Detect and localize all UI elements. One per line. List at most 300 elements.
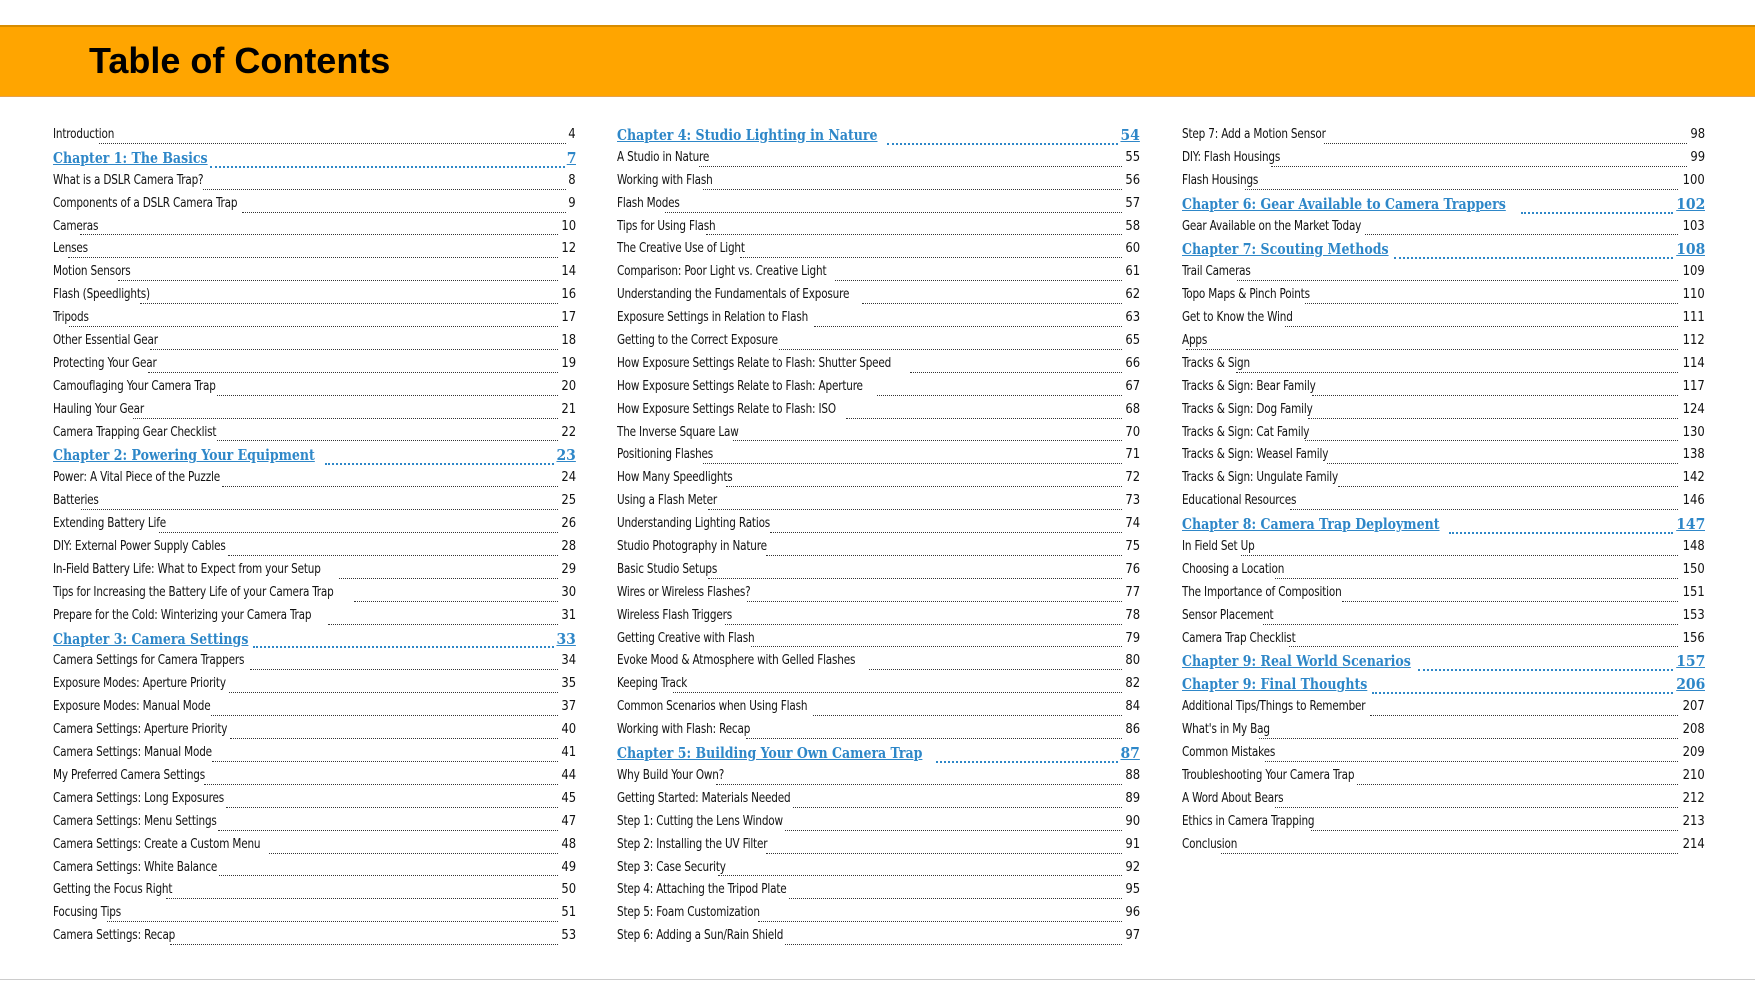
toc-entry[interactable] (53, 836, 576, 859)
toc-entry[interactable] (53, 172, 576, 195)
page-title: Table of Contents (89, 40, 391, 81)
toc-page-number: 34 (561, 652, 576, 669)
toc-page-number: 88 (1125, 766, 1140, 783)
toc-entry[interactable] (53, 767, 576, 790)
toc-page-number: 78 (1125, 606, 1140, 623)
toc-page-number: 60 (1125, 240, 1140, 257)
toc-entry[interactable] (53, 240, 576, 263)
toc-entry-title: Ethics in Camera Trapping (1182, 812, 1315, 829)
toc-dot-leader (140, 302, 557, 304)
toc-entry[interactable] (1182, 172, 1705, 195)
toc-dot-leader (1289, 645, 1679, 647)
toc-page-number: 96 (1125, 904, 1140, 921)
toc-chapter-link[interactable] (1182, 240, 1705, 263)
toc-dot-leader (269, 852, 558, 854)
toc-page-number: 47 (561, 812, 576, 829)
toc-entry[interactable] (1182, 332, 1705, 355)
toc-page-number: 91 (1125, 835, 1140, 852)
toc-entry-title: Why Build Your Own? (617, 766, 725, 783)
toc-entry[interactable] (53, 721, 576, 744)
toc-chapter-link[interactable] (617, 744, 1140, 767)
toc-entry[interactable] (53, 492, 576, 515)
toc-entry-title: Flash (Speedlights) (53, 286, 150, 303)
toc-entry-title: Chapter 9: Final Thoughts (1182, 675, 1368, 694)
toc-entry[interactable] (617, 561, 1140, 584)
toc-dot-leader (80, 233, 558, 235)
toc-dot-leader (725, 623, 1121, 625)
toc-page-number: 90 (1125, 812, 1140, 829)
toc-dot-leader (910, 371, 1121, 373)
toc-page-number: 209 (1682, 744, 1705, 761)
toc-entry[interactable] (1182, 469, 1705, 492)
toc-entry[interactable] (1182, 607, 1705, 630)
toc-entry[interactable] (53, 790, 576, 813)
toc-entry[interactable] (617, 767, 1140, 790)
toc-dot-leader (1370, 714, 1678, 716)
toc-entry[interactable] (1182, 126, 1705, 149)
toc-page-number: 49 (561, 858, 576, 875)
toc-entry-title: Using a Flash Meter (617, 492, 717, 509)
bottom-divider (0, 979, 1755, 980)
toc-entry-title: How Exposure Settings Relate to Flash: Aperture (617, 377, 863, 394)
toc-entry[interactable] (53, 309, 576, 332)
toc-page-number: 7 (566, 148, 576, 167)
toc-entry-title: Components of a DSLR Camera Trap (53, 194, 238, 211)
toc-entry-title: Getting Creative with Flash (617, 629, 755, 646)
toc-dot-leader (1365, 233, 1678, 235)
toc-dot-leader (1327, 462, 1679, 464)
toc-dot-leader (1186, 348, 1678, 350)
toc-entry[interactable] (617, 721, 1140, 744)
toc-dot-leader (726, 485, 1122, 487)
toc-chapter-link[interactable] (53, 446, 576, 469)
toc-page-number: 148 (1682, 538, 1705, 555)
toc-dot-leader (665, 211, 1122, 213)
toc-dot-leader (1275, 577, 1678, 579)
toc-page-number: 67 (1125, 377, 1140, 394)
toc-entry[interactable] (53, 469, 576, 492)
toc-page-number: 146 (1682, 492, 1705, 509)
toc-entry-title: Camera Settings: Aperture Priority (53, 721, 228, 738)
toc-page-number: 68 (1125, 400, 1140, 417)
toc-entry-title: Camouflaging Your Camera Trap (53, 377, 216, 394)
toc-entry-title: Exposure Settings in Relation to Flash (617, 309, 809, 326)
toc-dot-leader (1308, 417, 1678, 419)
toc-entry[interactable] (617, 286, 1140, 309)
toc-entry-title: The Importance of Composition (1182, 583, 1342, 600)
toc-entry-title: Basic Studio Setups (617, 560, 718, 577)
toc-entry[interactable] (53, 218, 576, 241)
toc-entry[interactable] (1182, 790, 1705, 813)
toc-dot-leader (250, 668, 558, 670)
toc-entry[interactable] (617, 859, 1140, 882)
toc-chapter-link[interactable] (53, 630, 576, 653)
toc-page-number: 147 (1675, 515, 1705, 534)
toc-entry[interactable] (53, 401, 576, 424)
toc-dot-leader (813, 714, 1122, 716)
toc-entry-title: Step 1: Cutting the Lens Window (617, 812, 783, 829)
toc-page-number: 206 (1675, 675, 1705, 694)
toc-entry[interactable] (1182, 263, 1705, 286)
toc-page-number: 102 (1675, 194, 1705, 213)
toc-entry-title: Camera Settings: White Balance (53, 858, 218, 875)
toc-entry[interactable] (53, 904, 576, 927)
toc-dot-leader (217, 439, 557, 441)
toc-chapter-link[interactable] (53, 149, 576, 172)
toc-dot-leader (733, 439, 1122, 441)
toc-page-number: 33 (556, 629, 576, 648)
toc-dot-leader (1285, 325, 1678, 327)
toc-dot-leader (862, 302, 1122, 304)
toc-entry[interactable] (1182, 630, 1705, 653)
toc-chapter-link[interactable] (1182, 515, 1705, 538)
toc-dot-leader (1394, 256, 1672, 259)
toc-entry-title: Evoke Mood & Atmosphere with Gelled Flashes (617, 652, 856, 669)
toc-dot-leader (1357, 783, 1678, 785)
toc-entry-title: Camera Trapping Gear Checklist (53, 423, 217, 440)
toc-entry[interactable] (617, 401, 1140, 424)
toc-page-number: 214 (1682, 835, 1705, 852)
toc-page-number: 19 (561, 354, 576, 371)
toc-entry[interactable] (1182, 286, 1705, 309)
toc-dot-leader (708, 508, 1122, 510)
toc-chapter-link[interactable] (1182, 652, 1705, 675)
toc-dot-leader (793, 806, 1121, 808)
toc-entry[interactable] (53, 263, 576, 286)
toc-entry-title: Trail Cameras (1182, 263, 1251, 280)
toc-page-number: 71 (1125, 446, 1140, 463)
toc-entry[interactable] (617, 515, 1140, 538)
toc-entry[interactable] (617, 927, 1140, 950)
toc-entry-title: Step 2: Installing the UV Filter (617, 835, 768, 852)
toc-dot-leader (1372, 691, 1673, 694)
toc-page-number: 28 (561, 538, 576, 555)
toc-entry[interactable] (617, 813, 1140, 836)
toc-dot-leader (328, 623, 558, 625)
toc-dot-leader (242, 211, 566, 213)
toc-page-number: 130 (1682, 423, 1705, 440)
toc-entry[interactable] (1182, 446, 1705, 469)
toc-dot-leader (785, 829, 1122, 831)
toc-entry-title: Tips for Increasing the Battery Life of your Camera Trap (53, 583, 334, 600)
toc-entry-title: DIY: Flash Housings (1182, 148, 1281, 165)
toc-entry-title: Common Mistakes (1182, 744, 1276, 761)
toc-entry[interactable] (1182, 218, 1705, 241)
toc-entry-title: Introduction (53, 126, 115, 142)
toc-page-number: 77 (1125, 583, 1140, 600)
toc-entry[interactable] (1182, 492, 1705, 515)
toc-dot-leader (789, 897, 1122, 899)
toc-dot-leader (1305, 439, 1679, 441)
toc-entry[interactable] (53, 424, 576, 447)
toc-dot-leader (1342, 600, 1678, 602)
toc-entry-title: Camera Settings for Camera Trappers (53, 652, 245, 669)
toc-dot-leader (81, 508, 558, 510)
toc-entry-title: Chapter 7: Scouting Methods (1182, 240, 1389, 259)
toc-entry[interactable] (53, 515, 576, 538)
toc-entry[interactable] (1182, 744, 1705, 767)
toc-entry-title: Chapter 3: Camera Settings (53, 629, 249, 648)
toc-dot-leader (887, 142, 1118, 145)
toc-entry[interactable] (1182, 836, 1705, 859)
toc-entry-title: Gear Available on the Market Today (1182, 217, 1362, 234)
toc-entry[interactable] (617, 492, 1140, 515)
toc-page-number: 10 (561, 217, 576, 234)
toc-page-number: 45 (561, 789, 576, 806)
toc-page-number: 50 (561, 881, 576, 898)
toc-dot-leader (218, 829, 558, 831)
toc-chapter-link[interactable] (1182, 675, 1705, 698)
toc-page-number: 70 (1125, 423, 1140, 440)
toc-entry[interactable] (1182, 584, 1705, 607)
toc-page-number: 110 (1682, 286, 1705, 303)
toc-page-number: 53 (561, 927, 576, 944)
toc-entry-title: The Creative Use of Light (617, 240, 745, 257)
toc-dot-leader (1418, 668, 1672, 671)
toc-dot-leader (230, 737, 558, 739)
toc-entry[interactable] (617, 424, 1140, 447)
toc-column-3 (1182, 126, 1705, 859)
toc-entry[interactable] (53, 881, 576, 904)
toc-dot-leader (716, 783, 1122, 785)
toc-dot-leader (68, 256, 558, 258)
toc-entry[interactable] (53, 927, 576, 950)
toc-entry[interactable] (1182, 355, 1705, 378)
toc-page-number: 37 (561, 698, 576, 715)
toc-entry-title: Tripods (53, 309, 89, 326)
toc-chapter-link[interactable] (617, 126, 1140, 149)
toc-entry-title: Additional Tips/Things to Remember (1182, 698, 1366, 715)
toc-dot-leader (354, 600, 558, 602)
toc-page-number: 84 (1125, 698, 1140, 715)
toc-entry-title: Chapter 5: Building Your Own Camera Trap (617, 744, 923, 763)
toc-entry[interactable] (617, 538, 1140, 561)
toc-dot-leader (1305, 302, 1678, 304)
toc-entry[interactable] (1182, 561, 1705, 584)
toc-entry-title: Chapter 4: Studio Lighting in Nature (617, 126, 878, 144)
toc-dot-leader (699, 165, 1122, 167)
toc-page-number: 16 (561, 286, 576, 303)
toc-entry[interactable] (1182, 309, 1705, 332)
toc-entry[interactable] (617, 469, 1140, 492)
toc-page-number: 89 (1125, 789, 1140, 806)
toc-entry[interactable] (53, 561, 576, 584)
toc-entry-title: Apps (1182, 332, 1208, 349)
toc-dot-leader (877, 394, 1121, 396)
toc-entry[interactable] (617, 584, 1140, 607)
toc-dot-leader (785, 943, 1122, 945)
toc-entry[interactable] (53, 355, 576, 378)
toc-entry[interactable] (53, 378, 576, 401)
toc-entry-title: Camera Settings: Menu Settings (53, 812, 217, 829)
toc-page-number: 29 (561, 560, 576, 577)
toc-entry-title: Batteries (53, 492, 99, 509)
toc-entry-title: Step 6: Adding a Sun/Rain Shield (617, 927, 784, 944)
toc-entry-title: DIY: External Power Supply Cables (53, 538, 226, 555)
toc-entry[interactable] (53, 538, 576, 561)
toc-entry[interactable] (53, 332, 576, 355)
toc-entry-title: Protecting Your Gear (53, 354, 157, 371)
toc-entry[interactable] (1182, 698, 1705, 721)
toc-page-number: 208 (1682, 721, 1705, 738)
toc-page-number: 31 (561, 606, 576, 623)
toc-entry[interactable] (617, 195, 1140, 218)
toc-entry-title: Getting Started: Materials Needed (617, 789, 791, 806)
toc-entry[interactable] (617, 836, 1140, 859)
toc-entry[interactable] (617, 675, 1140, 698)
toc-entry[interactable] (617, 172, 1140, 195)
toc-entry-title: Understanding Lighting Ratios (617, 515, 771, 532)
toc-page-number: 99 (1690, 148, 1705, 165)
toc-entry[interactable] (617, 698, 1140, 721)
toc-page-number: 114 (1682, 354, 1705, 371)
toc-entry[interactable] (617, 218, 1140, 241)
toc-entry[interactable] (1182, 401, 1705, 424)
toc-entry[interactable] (53, 744, 576, 767)
toc-page-number: 98 (1690, 126, 1705, 142)
toc-dot-leader (229, 691, 558, 693)
toc-entry[interactable] (53, 286, 576, 309)
toc-entry[interactable] (617, 446, 1140, 469)
toc-entry-title: Power: A Vital Piece of the Puzzle (53, 469, 221, 486)
toc-dot-leader (779, 348, 1122, 350)
toc-page-number: 55 (1125, 148, 1140, 165)
toc-entry[interactable] (1182, 721, 1705, 744)
toc-dot-leader (150, 348, 558, 350)
toc-entry[interactable] (617, 630, 1140, 653)
toc-dot-leader (846, 417, 1122, 419)
toc-entry[interactable] (53, 675, 576, 698)
toc-dot-leader (107, 920, 558, 922)
toc-entry-title: Common Scenarios when Using Flash (617, 698, 808, 715)
toc-page-number: 14 (561, 263, 576, 280)
toc-dot-leader (814, 325, 1122, 327)
toc-entry[interactable] (617, 309, 1140, 332)
toc-page-number: 86 (1125, 721, 1140, 738)
toc-dot-leader (1265, 760, 1678, 762)
header-bar (0, 25, 1755, 97)
toc-page-number: 150 (1682, 560, 1705, 577)
toc-dot-leader (1271, 165, 1687, 167)
toc-entry-title: Hauling Your Gear (53, 400, 145, 417)
toc-dot-leader (869, 668, 1122, 670)
toc-entry[interactable] (617, 332, 1140, 355)
toc-dot-leader (758, 920, 1122, 922)
toc-page-number: 22 (561, 423, 576, 440)
toc-entry[interactable] (53, 859, 576, 882)
toc-entry[interactable] (1182, 767, 1705, 790)
toc-entry[interactable] (617, 149, 1140, 172)
toc-entry[interactable] (53, 652, 576, 675)
toc-dot-leader (1449, 531, 1672, 534)
toc-dot-leader (746, 737, 1121, 739)
toc-dot-leader (673, 691, 1122, 693)
toc-entry[interactable] (617, 263, 1140, 286)
toc-entry[interactable] (617, 790, 1140, 813)
toc-entry[interactable] (617, 240, 1140, 263)
toc-page-number: 25 (561, 492, 576, 509)
toc-page-number: 21 (561, 400, 576, 417)
toc-dot-leader (703, 462, 1121, 464)
toc-entry-title: Chapter 1: The Basics (53, 148, 208, 167)
toc-entry-title: Chapter 9: Real World Scenarios (1182, 652, 1411, 671)
toc-page-number: 153 (1682, 606, 1705, 623)
toc-entry[interactable] (1182, 149, 1705, 172)
toc-entry[interactable] (53, 607, 576, 630)
toc-entry-title: A Studio in Nature (617, 148, 710, 165)
toc-chapter-link[interactable] (1182, 195, 1705, 218)
toc-entry-title: Exposure Modes: Manual Mode (53, 698, 211, 715)
toc-page-number: 20 (561, 377, 576, 394)
toc-page-number: 74 (1125, 515, 1140, 532)
toc-entry[interactable] (1182, 424, 1705, 447)
toc-entry-title: Exposure Modes: Aperture Priority (53, 675, 226, 692)
toc-entry[interactable] (53, 698, 576, 721)
toc-entry-title: Prepare for the Cold: Winterizing your Camera Trap (53, 606, 312, 623)
toc-page-number: 157 (1675, 652, 1705, 671)
toc-dot-leader (1259, 737, 1678, 739)
toc-entry-title: Step 3: Case Security (617, 858, 726, 875)
toc-entry[interactable] (617, 607, 1140, 630)
toc-page-number: 56 (1125, 171, 1140, 188)
toc-entry[interactable] (617, 881, 1140, 904)
toc-entry-title: Get to Know the Wind (1182, 309, 1293, 326)
toc-entry-title: Lenses (53, 240, 88, 257)
toc-entry[interactable] (53, 195, 576, 218)
toc-entry[interactable] (53, 126, 576, 149)
toc-dot-leader (770, 531, 1122, 533)
toc-entry[interactable] (617, 652, 1140, 675)
toc-dot-leader (708, 577, 1122, 579)
toc-entry[interactable] (53, 584, 576, 607)
toc-page-number: 109 (1682, 263, 1705, 280)
toc-entry[interactable] (617, 355, 1140, 378)
toc-entry-title: Conclusion (1182, 835, 1238, 852)
toc-entry[interactable] (1182, 378, 1705, 401)
toc-page-number: 18 (561, 332, 576, 349)
toc-page-number: 4 (568, 126, 576, 142)
toc-entry-title: Studio Photography in Nature (617, 538, 767, 555)
toc-page-number: 79 (1125, 629, 1140, 646)
toc-entry-title: Getting the Focus Right (53, 881, 173, 898)
toc-page-number: 156 (1682, 629, 1705, 646)
toc-page-number: 138 (1682, 446, 1705, 463)
toc-entry-title: A Word About Bears (1182, 789, 1284, 806)
toc-dot-leader (212, 760, 557, 762)
toc-page-number: 72 (1125, 469, 1140, 486)
toc-entry[interactable] (1182, 813, 1705, 836)
toc-entry-title: In Field Set Up (1182, 538, 1255, 555)
toc-page-number: 87 (1120, 744, 1140, 763)
toc-page-number: 8 (568, 171, 576, 188)
toc-dot-leader (766, 554, 1122, 556)
toc-entry-title: Step 4: Attaching the Tripod Plate (617, 881, 787, 898)
toc-dot-leader (936, 760, 1118, 763)
toc-entry-title: Camera Settings: Recap (53, 927, 176, 944)
toc-entry-title: Wireless Flash Triggers (617, 606, 733, 623)
toc-entry[interactable] (53, 813, 576, 836)
toc-entry[interactable] (617, 378, 1140, 401)
toc-entry[interactable] (617, 904, 1140, 927)
toc-dot-leader (217, 394, 558, 396)
toc-entry-title: How Exposure Settings Relate to Flash: ISO (617, 400, 836, 417)
toc-page-number: 92 (1125, 858, 1140, 875)
toc-dot-leader (118, 279, 558, 281)
toc-page-number: 97 (1125, 927, 1140, 944)
toc-dot-leader (228, 554, 557, 556)
toc-dot-leader (835, 279, 1122, 281)
toc-entry[interactable] (1182, 538, 1705, 561)
